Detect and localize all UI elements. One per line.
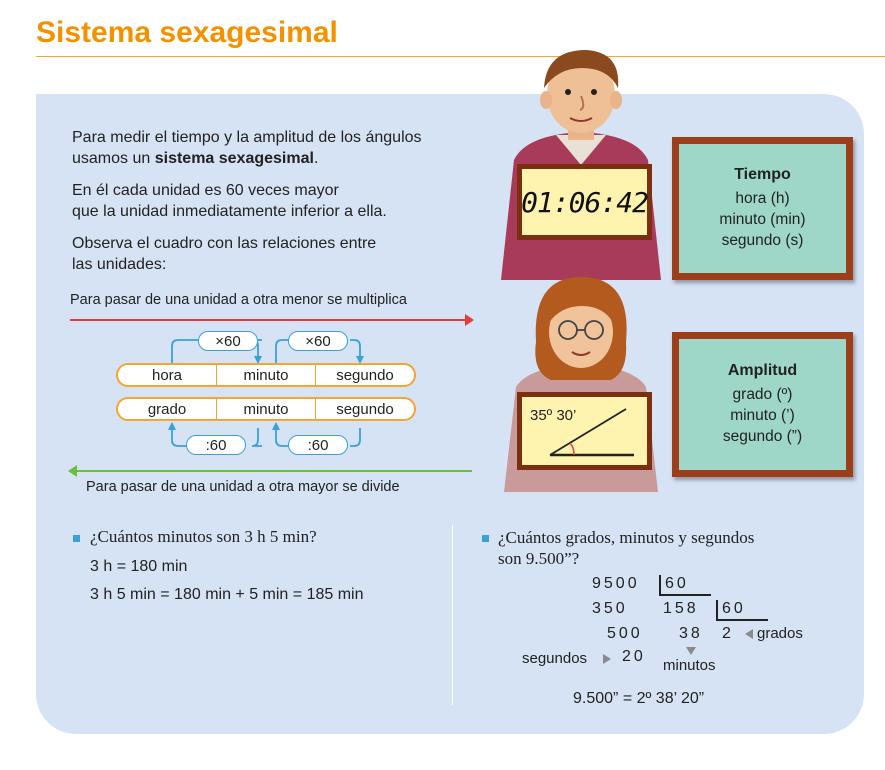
multiply-pill: ×60 bbox=[198, 331, 258, 351]
example1-question: ¿Cuántos minutos son 3 h 5 min? bbox=[90, 527, 317, 546]
unit-cell: segundo bbox=[315, 365, 414, 385]
division-bracket-vertical bbox=[659, 575, 661, 595]
boy-eye bbox=[591, 89, 597, 95]
intro-bold-term: sistema sexagesimal bbox=[154, 150, 314, 167]
divide-pill: :60 bbox=[288, 435, 348, 455]
angle-units-row bbox=[116, 397, 416, 421]
example1-line: 3 h = 180 min bbox=[90, 558, 188, 575]
pointer-right-icon bbox=[603, 654, 611, 664]
arrowhead-up-icon bbox=[168, 422, 176, 430]
example2-result: 9.500” = 2º 38’ 20” bbox=[573, 690, 705, 707]
division-partial: 500 bbox=[607, 625, 643, 642]
divide-rule-label: Para pasar de una unidad a otra mayor se divide bbox=[86, 479, 400, 495]
unit-cell: segundo bbox=[315, 399, 414, 419]
division-divisor: 60 bbox=[722, 600, 746, 617]
time-board-item: minuto (min) bbox=[719, 211, 806, 228]
boy-ear bbox=[610, 91, 622, 109]
angle-sign-label: 35º 30’ bbox=[530, 407, 577, 424]
clock-sign: 01:06:42 bbox=[517, 164, 652, 240]
label-segundos: segundos bbox=[522, 650, 588, 667]
label-grados: grados bbox=[757, 625, 803, 642]
time-board-title: Tiempo bbox=[734, 166, 791, 183]
multiply-rule-label: Para pasar de una unidad a otra menor se multiplica bbox=[70, 292, 407, 308]
page-title: Sistema sexagesimal bbox=[36, 16, 338, 49]
division-quotient: 2 bbox=[722, 625, 734, 642]
division-bracket-horizontal bbox=[659, 594, 711, 596]
angle-sign bbox=[517, 392, 652, 470]
connector-top-2b bbox=[350, 340, 360, 356]
boy-eye bbox=[565, 89, 571, 95]
unit-cell: grado bbox=[147, 400, 187, 418]
arrowhead-up-icon bbox=[272, 422, 280, 430]
intro-line: En él cada unidad es 60 veces mayor bbox=[72, 182, 339, 199]
multiply-arrow-head-icon bbox=[465, 314, 474, 326]
multiply-pill: ×60 bbox=[288, 331, 348, 351]
intro-text: usamos un bbox=[72, 150, 155, 167]
intro-text: . bbox=[313, 150, 319, 167]
angle-board-item: grado (º) bbox=[732, 386, 793, 403]
conversion-connectors bbox=[110, 328, 430, 458]
multiply-arrow-line bbox=[70, 319, 468, 321]
bullet-icon bbox=[73, 535, 80, 542]
division-remainder: 20 bbox=[622, 648, 646, 665]
unit-cell: minuto bbox=[216, 399, 315, 419]
example2-question-line: son 9.500”? bbox=[498, 549, 580, 568]
division-bracket-vertical bbox=[716, 600, 718, 620]
divide-pill: :60 bbox=[186, 435, 246, 455]
unit-cell: minuto bbox=[216, 365, 315, 385]
time-board bbox=[672, 137, 853, 280]
intro-line: las unidades: bbox=[72, 256, 167, 273]
pointer-left-icon bbox=[745, 629, 753, 639]
division-divisor: 60 bbox=[665, 575, 689, 592]
intro-line: que la unidad inmediatamente inferior a ella. bbox=[72, 203, 387, 220]
example1-line: 3 h 5 min = 180 min + 5 min = 185 min bbox=[90, 586, 364, 603]
example2-question-line: ¿Cuántos grados, minutos y segundos bbox=[498, 528, 755, 547]
intro-line: Para medir el tiempo y la amplitud de los ángulos bbox=[72, 129, 422, 146]
intro-paragraph-1 bbox=[72, 127, 422, 169]
angle-board-item: minuto (’) bbox=[730, 407, 795, 424]
angle-board-title: Amplitud bbox=[727, 362, 798, 379]
division-dividend: 9500 bbox=[592, 575, 640, 592]
connector-bottom-2b bbox=[350, 428, 360, 446]
divide-arrow-line bbox=[74, 470, 472, 472]
division-partial: 350 bbox=[592, 600, 628, 617]
boy-ear bbox=[540, 91, 552, 109]
example2-question bbox=[498, 527, 754, 569]
title-rule bbox=[36, 56, 885, 57]
time-units-row bbox=[116, 363, 416, 387]
column-divider bbox=[452, 525, 453, 705]
pointer-down-icon bbox=[686, 647, 696, 655]
intro-line bbox=[72, 148, 422, 169]
bullet-icon bbox=[482, 535, 489, 542]
angle-board-item: segundo (”) bbox=[722, 428, 803, 445]
time-board-item: hora (h) bbox=[735, 190, 790, 207]
unit-cell: hora bbox=[151, 366, 183, 384]
intro-paragraph-2 bbox=[72, 180, 387, 222]
connector-bottom-1b bbox=[252, 428, 262, 446]
time-board-item: segundo (s) bbox=[721, 232, 804, 249]
intro-paragraph-3 bbox=[72, 233, 376, 275]
division-bracket-horizontal bbox=[716, 619, 768, 621]
angle-board bbox=[672, 332, 853, 477]
division-quotient: 158 bbox=[663, 600, 699, 617]
boy-illustration bbox=[496, 40, 666, 280]
division-quotient: 38 bbox=[679, 625, 703, 642]
intro-line: Observa el cuadro con las relaciones entre bbox=[72, 235, 377, 252]
label-minutos: minutos bbox=[663, 657, 716, 674]
